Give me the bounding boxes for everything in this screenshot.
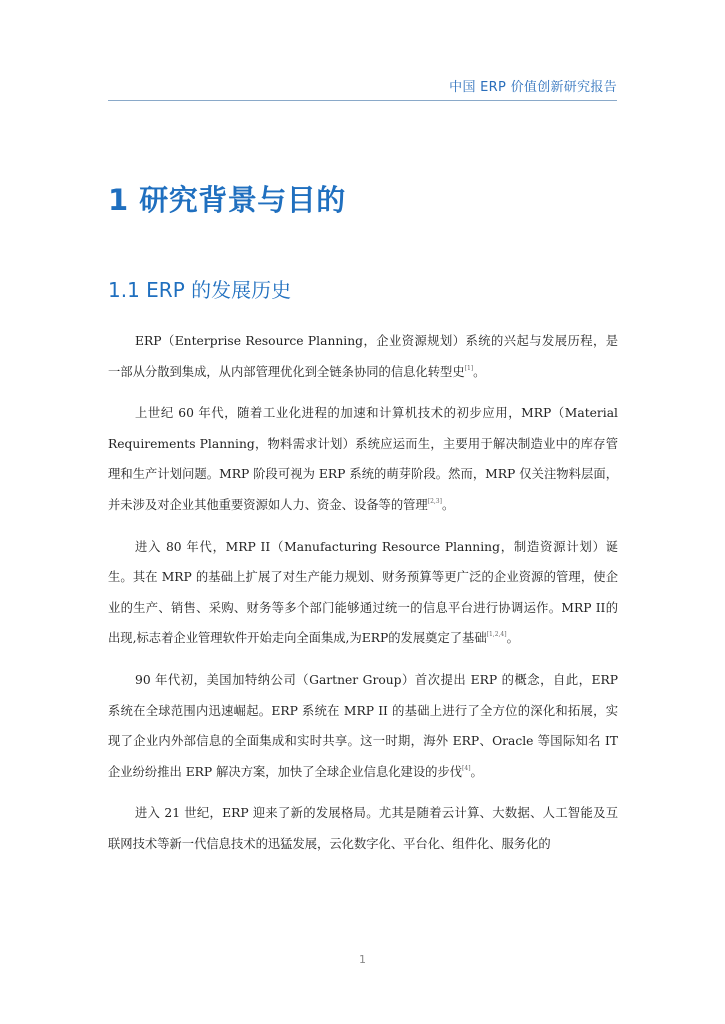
body-text bbox=[108, 326, 618, 871]
section-title: 1.1 ERP 的发展历史 bbox=[108, 278, 292, 302]
paragraph bbox=[108, 532, 618, 654]
paragraph bbox=[108, 398, 618, 520]
paragraph-tail: 。 bbox=[441, 497, 455, 512]
citation: [1,2,4] bbox=[486, 631, 507, 639]
page-number: 1 bbox=[359, 953, 366, 966]
paragraph bbox=[108, 326, 618, 387]
paragraph-text: ERP（Enterprise Resource Planning，企业资源规划）系统的兴起与发展历程，是一部从分散到集成，从内部管理优化到全链条协同的信息化转型史 bbox=[108, 334, 618, 379]
citation: [1] bbox=[464, 364, 474, 372]
paragraph-text: 上世纪 60 年代，随着工业化进程的加速和计算机技术的初步应用，MRP（Material Requirements Planning，物料需求计划）系统应运而生，主要用于解决制造业中的库存管理和生产计划问题。MRP 阶段可视为 ERP 系统的萌芽阶段。然而，MRP 仅关注物料层面，并未涉及对企业其他重要资源如人力、资金、设备等的管理 bbox=[108, 406, 618, 512]
paragraph-tail: 。 bbox=[506, 631, 519, 646]
paragraph-text: 进入 80 年代，MRP II（Manufacturing Resource Planning，制造资源计划）诞生。其在 MRP 的基础上扩展了对生产能力规划、财务预算等更广泛的企业资源的管理，使企业的生产、销售、采购、财务等多个部门能够通过统一的信息平台进行协调运作。MRP II的出现,标志着企业管理软件开始走向全面集成,为ERP的发展奠定了基础 bbox=[108, 539, 618, 646]
paragraph-text: 进入 21 世纪，ERP 迎来了新的发展格局。尤其是随着云计算、大数据、人工智能及互联网技术等新一代信息技术的迅猛发展，云化数字化、平台化、组件化、服务化的 bbox=[108, 806, 618, 851]
paragraph bbox=[108, 798, 618, 859]
page-header bbox=[108, 74, 617, 101]
paragraph bbox=[108, 665, 618, 787]
report-title: 中国 ERP 价值创新研究报告 bbox=[449, 80, 617, 95]
citation: [2,3] bbox=[427, 497, 442, 505]
paragraph-tail: 。 bbox=[473, 364, 486, 379]
citation: [4] bbox=[462, 764, 471, 772]
paragraph-tail: 。 bbox=[470, 764, 483, 779]
paragraph-text: 90 年代初，美国加特纳公司（Gartner Group）首次提出 ERP 的概念，自此，ERP 系统在全球范围内迅速崛起。ERP 系统在 MRP II 的基础上进行了全方位的深化和拓展，实现了企业内外部信息的全面集成和实时共享。这一时期，海外 ERP、Oracle 等国际知名 IT 企业纷纷推出 ERP 解决方案，加快了全球企业信息化建设的步伐 bbox=[108, 672, 618, 779]
chapter-title: 1 研究背景与目的 bbox=[108, 183, 346, 217]
